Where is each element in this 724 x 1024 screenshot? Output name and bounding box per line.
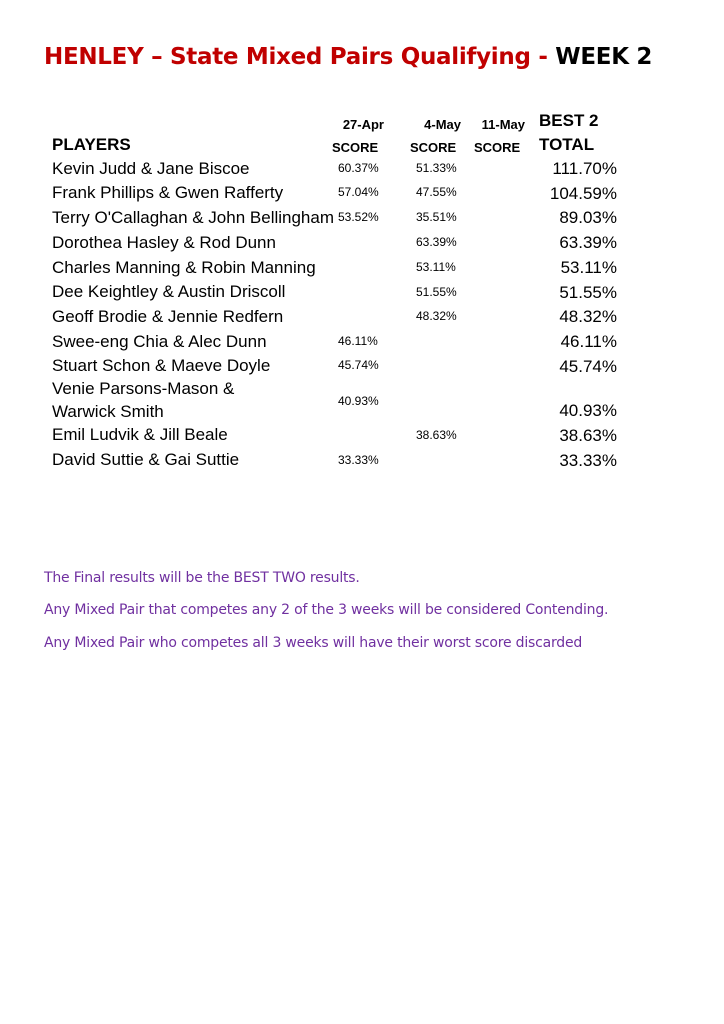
header-best-2: BEST 2 — [539, 111, 599, 130]
score-4may-cell: 47.55% — [416, 185, 457, 199]
score-4may-cell: 48.32% — [416, 309, 457, 323]
score-27apr-cell: 40.93% — [338, 394, 379, 408]
score-4may-cell: 38.63% — [416, 428, 457, 442]
score-4may-cell: 35.51% — [416, 210, 457, 224]
header-total: TOTAL — [539, 135, 595, 154]
score-27apr-cell: 45.74% — [338, 358, 379, 372]
total-cell: 33.33% — [559, 451, 617, 470]
total-cell: 46.11% — [560, 332, 617, 351]
title-week: WEEK 2 — [555, 44, 653, 70]
header-date-4may: 4-May — [424, 117, 461, 132]
note-worst-discarded: Any Mixed Pair who competes all 3 weeks will have their worst score discarded — [44, 635, 583, 651]
header-players: PLAYERS — [52, 135, 131, 154]
score-27apr-cell: 46.11% — [338, 334, 378, 348]
title-main: HENLEY – State Mixed Pairs Qualifying — [44, 44, 531, 70]
players-cell: Frank Phillips & Gwen Rafferty — [52, 183, 284, 202]
total-cell: 111.70% — [552, 159, 617, 178]
score-27apr-cell: 60.37% — [338, 161, 379, 175]
total-cell: 104.59% — [549, 184, 617, 203]
players-cell: Geoff Brodie & Jennie Redfern — [52, 307, 284, 326]
note-contending: Any Mixed Pair that competes any 2 of the 3 weeks will be considered Contending. — [44, 602, 609, 618]
players-cell: Charles Manning & Robin Manning — [52, 258, 316, 277]
header-score-1: SCORE — [332, 140, 379, 155]
players-cell: Swee-eng Chia & Alec Dunn — [52, 332, 267, 351]
score-4may-cell: 51.33% — [416, 161, 457, 175]
total-cell: 51.55% — [559, 283, 617, 302]
score-27apr-cell: 33.33% — [338, 453, 379, 467]
total-cell: 48.32% — [559, 307, 617, 326]
title-separator: - — [530, 44, 556, 70]
score-4may-cell: 63.39% — [416, 235, 457, 249]
score-27apr-cell: 53.52% — [338, 210, 379, 224]
players-cell: Venie Parsons-Mason & Warwick Smith — [52, 379, 235, 421]
score-4may-cell: 51.55% — [416, 285, 457, 299]
players-cell: David Suttie & Gai Suttie — [52, 450, 240, 469]
header-date-11may: 11-May — [481, 117, 525, 132]
total-cell: 53.11% — [560, 258, 617, 277]
players-cell: Terry O'Callaghan & John Bellingham — [52, 208, 335, 227]
total-cell: 38.63% — [559, 426, 617, 445]
score-27apr-cell: 57.04% — [338, 185, 379, 199]
header-score-3: SCORE — [474, 140, 521, 155]
score-4may-cell: 53.11% — [416, 260, 456, 274]
header-score-2: SCORE — [410, 140, 457, 155]
page-title — [44, 44, 652, 70]
note-final-results: The Final results will be the BEST TWO results. — [44, 570, 360, 586]
players-cell: Kevin Judd & Jane Biscoe — [52, 159, 250, 178]
total-cell: 89.03% — [559, 208, 617, 227]
players-cell: Stuart Schon & Maeve Doyle — [52, 356, 271, 375]
players-cell: Dorothea Hasley & Rod Dunn — [52, 233, 276, 252]
total-cell: 63.39% — [559, 233, 617, 252]
players-cell: Dee Keightley & Austin Driscoll — [52, 282, 286, 301]
players-cell: Emil Ludvik & Jill Beale — [52, 425, 228, 444]
total-cell: 40.93% — [559, 401, 617, 420]
header-date-27apr: 27-Apr — [342, 117, 384, 132]
total-cell: 45.74% — [559, 357, 617, 376]
